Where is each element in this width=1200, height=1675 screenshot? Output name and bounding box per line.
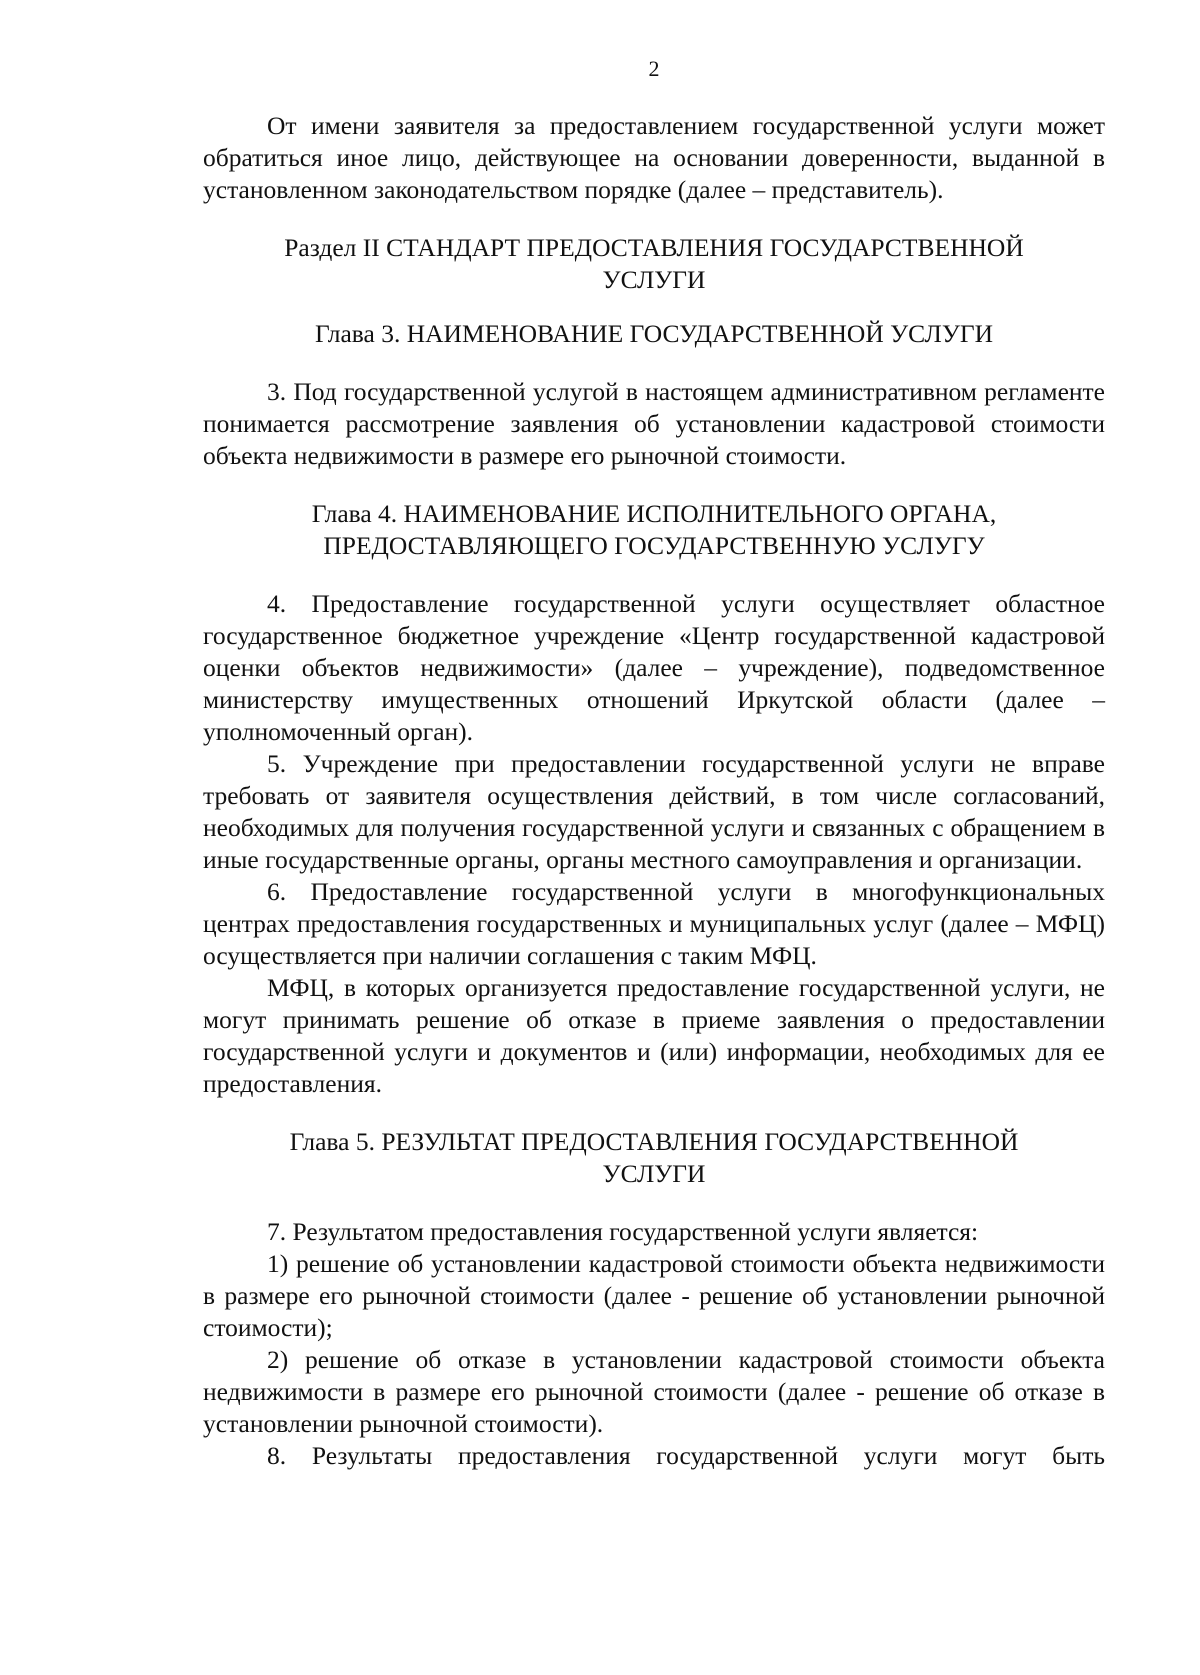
chapter-4-title-line-1: Глава 4. НАИМЕНОВАНИЕ ИСПОЛНИТЕЛЬНОГО ОРГАНА, xyxy=(311,499,997,528)
paragraph-6-mfc: МФЦ, в которых организуется предоставление государственной услуги, не могут принимать решение об отказе в приеме заявления о предоставлении государственной услуги и документов и (или) информации, необходимых для ее предоставления. xyxy=(203,973,1105,1098)
paragraph-4: 4. Предоставление государственной услуги осуществляет областное государственное бюджетное учреждение «Центр государственной кадастровой оценки объектов недвижимости» (далее – учреждение), подведомственное министерству имущественных отношений Иркутской области (далее – уполномоченный орган). xyxy=(203,589,1105,746)
section-2-heading xyxy=(203,232,1105,296)
chapter-4-title-line-2: ПРЕДОСТАВЛЯЮЩЕГО ГОСУДАРСТВЕННУЮ УСЛУГУ xyxy=(323,531,985,560)
chapter-5-title-line-2: УСЛУГИ xyxy=(602,1159,706,1188)
paragraph-5: 5. Учреждение при предоставлении государственной услуги не вправе требовать от заявителя осуществления действий, в том числе согласований, необходимых для получения государственной услуги и связанных с обращением в иные государственные органы, органы местного самоуправления и организации. xyxy=(203,749,1105,874)
paragraph-7: 7. Результатом предоставления государственной услуги является: xyxy=(267,1217,979,1246)
chapter-4-heading xyxy=(203,498,1105,562)
intro-paragraph: От имени заявителя за предоставлением государственной услуги может обратиться иное лицо, действующее на основании доверенности, выданной в установленном законодательством порядке (далее – представитель). xyxy=(203,111,1105,204)
paragraph-8: 8. Результаты предоставления государственной услуги могут быть xyxy=(267,1441,1105,1470)
paragraph-7-item-1: 1) решение об установлении кадастровой стоимости объекта недвижимости в размере его рыночной стоимости (далее - решение об установлении рыночной стоимости); xyxy=(203,1249,1105,1342)
paragraph-6: 6. Предоставление государственной услуги в многофункциональных центрах предоставления государственных и муниципальных услуг (далее – МФЦ) осуществляется при наличии соглашения с таким МФЦ. xyxy=(203,877,1105,970)
chapter-5-title-line-1: Глава 5. РЕЗУЛЬТАТ ПРЕДОСТАВЛЕНИЯ ГОСУДАРСТВЕННОЙ xyxy=(289,1127,1019,1156)
page-number: 2 xyxy=(648,56,660,81)
section-2-heading-line-1: Раздел II СТАНДАРТ ПРЕДОСТАВЛЕНИЯ ГОСУДАРСТВЕННОЙ xyxy=(284,233,1024,262)
chapter-3-heading xyxy=(203,318,1105,350)
document-page xyxy=(203,50,1105,1472)
chapter-3-title: Глава 3. НАИМЕНОВАНИЕ ГОСУДАРСТВЕННОЙ УСЛУГИ xyxy=(314,319,994,348)
section-2-heading-line-2: УСЛУГИ xyxy=(602,265,706,294)
paragraph-3: 3. Под государственной услугой в настоящем административном регламенте понимается рассмотрение заявления об установлении кадастровой стоимости объекта недвижимости в размере его рыночной стоимости. xyxy=(203,377,1105,470)
chapter-5-heading xyxy=(203,1126,1105,1190)
paragraph-7-item-2: 2) решение об отказе в установлении кадастровой стоимости объекта недвижимости в размере его рыночной стоимости (далее - решение об отказе в установлении рыночной стоимости). xyxy=(203,1345,1105,1438)
